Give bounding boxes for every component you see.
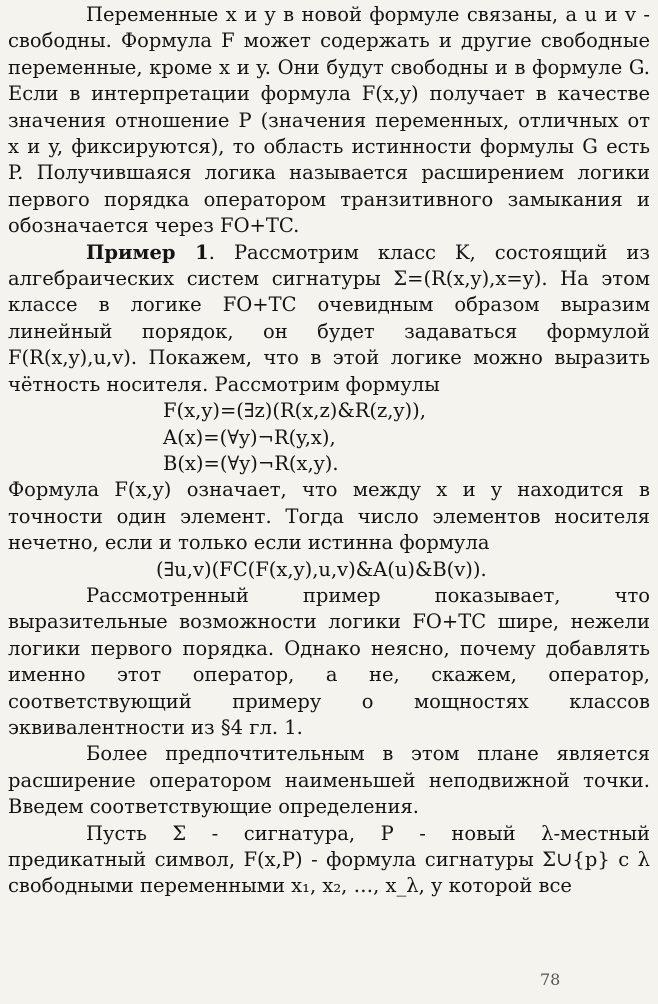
example-label: Пример 1 bbox=[86, 240, 209, 264]
paragraph-example-1 bbox=[8, 240, 650, 398]
formula-b: B(x)=(∀y)¬R(x,y). bbox=[163, 451, 339, 475]
page-number: 78 bbox=[540, 970, 561, 989]
paragraph-formula-meaning: Формула F(x,y) означает, что между x и y находится в точности один элемент. Тогда число элементов носителя нечетно, если и только если истинна формула bbox=[8, 478, 650, 555]
formula-f: F(x,y)=(∃z)(R(x,z)&R(z,y)), bbox=[163, 399, 426, 423]
formula-a: A(x)=(∀y)¬R(y,x), bbox=[163, 425, 336, 449]
example-text: . Рассмотрим класс K, состоящий из алгебраических систем сигнатуры Σ=(R(x,y),x=y). На этом классе в логике FO+TC очевидным образом выразим линейный порядок, он будет задаваться формулой F(R(x,y),u,v). Покажем, что в этой логике можно выразить чётность носителя. Рассмотрим формулы bbox=[8, 240, 650, 396]
paragraph-expressiveness: Рассмотренный пример показывает, что выразительные возможности логики FO+TC шире, нежели логики первого порядка. Однако неясно, почему добавлять именно этот оператор, а не, скажем, оператор, соответствующий примеру о мощностях классов эквивалентности из §4 гл. 1. bbox=[8, 583, 650, 739]
page-body bbox=[8, 2, 650, 900]
paragraph-fixed-point: Более предпочтительным в этом плане является расширение оператором наименьшей неподвижной точки. Введем соответствующие определения. bbox=[8, 742, 650, 819]
formula-parity: (∃u,v)(FC(F(x,y),u,v)&A(u)&B(v)). bbox=[156, 557, 487, 581]
paragraph-fo-tc-definition: Переменные x и y в новой формуле связаны, а u и v - свободны. Формула F может содержать и другие свободные переменные, кроме x и y. Они будут свободны и в формуле G. Если в интерпретации формула F(x,y) получает в качестве значения отношение P (значения переменных, отличных от x и y, фиксируются), то область истинности формулы G есть P. Получившаяся логика называется расширением логики первого порядка оператором транзитивного замыкания и обозначается через FO+TC. bbox=[8, 3, 650, 238]
paragraph-signature: Пусть Σ - сигнатура, P - новый λ-местный предикатный символ, F(x,P) - формула сигнатуры Σ∪{p} с λ свободными переменными x₁, x₂, …, x_λ, у которой все bbox=[8, 821, 650, 898]
